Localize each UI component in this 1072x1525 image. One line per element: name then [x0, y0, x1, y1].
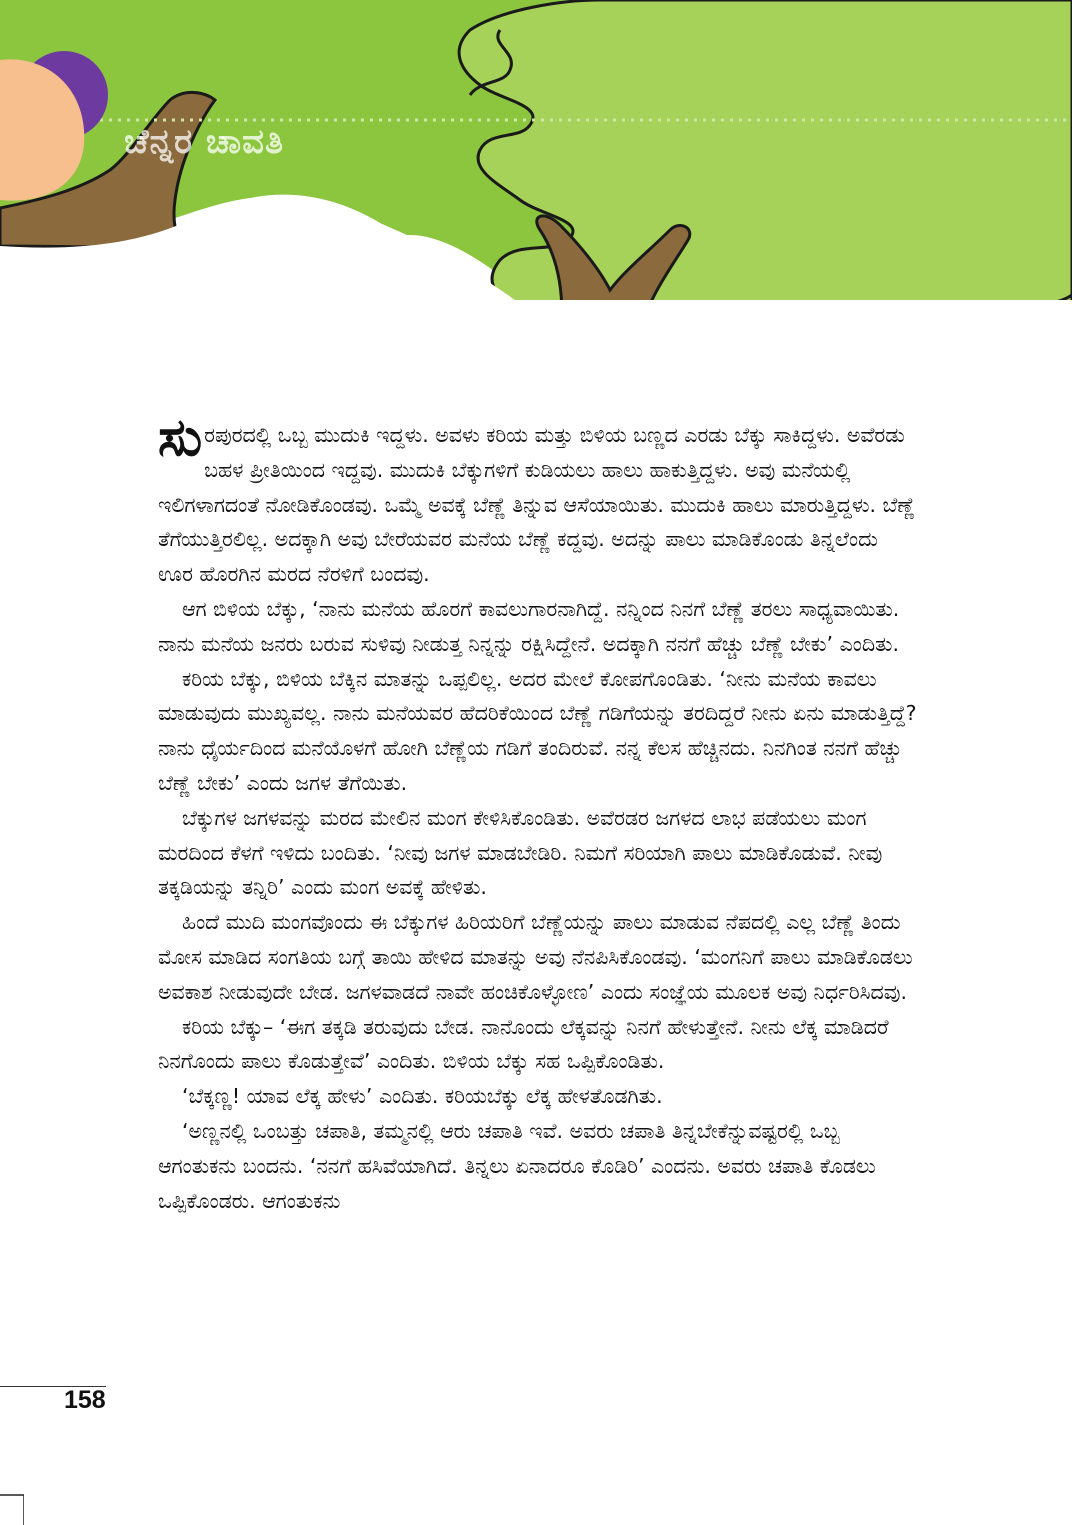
paragraph: ಆಗ ಬಿಳಿಯ ಬೆಕ್ಕು, ‘ನಾನು ಮನೆಯ ಹೊರಗೆ ಕಾವಲುಗಾರನಾಗಿದ್ದೆ. ನನ್ನಿಂದ ನಿನಗೆ ಬೆಣ್ಣೆ ತರಲು ಸಾಧ್ಯವಾಯಿತು. ನಾನು ಮನೆಯ ಜನರು ಬರುವ ಸುಳಿವು ನೀಡುತ್ತ ನಿನ್ನನ್ನು ರಕ್ಷಿಸಿದ್ದೇನೆ. ಅದಕ್ಕಾಗಿ ನನಗೆ ಹೆಚ್ಚು ಬೆಣ್ಣೆ ಬೇಕು’ ಎಂದಿತು. — [158, 596, 900, 656]
page-number: 158 — [64, 1386, 106, 1414]
chapter-title: ಚೆನ್ನರ ಚಾವತಿ — [124, 122, 284, 162]
paragraph-text: ರಪುರದಲ್ಲಿ ಒಬ್ಬ ಮುದುಕಿ ಇದ್ದಳು. ಅವಳು ಕರಿಯ ಮತ್ತು ಬಿಳಿಯ ಬಣ್ಣದ ಎರಡು ಬೆಕ್ಕು ಸಾಕಿದ್ದಳು. ಅವೆರಡು ಬಹಳ ಪ್ರೀತಿಯಿಂದ ಇದ್ದವು. ಮುದುಕಿ ಬೆಕ್ಕುಗಳಿಗೆ ಕುಡಿಯಲು ಹಾಲು ಹಾಕುತ್ತಿದ್ದಳು. ಅವು ಮನೆಯಲ್ಲಿ ಇಲಿಗಳಾಗದಂತೆ ನೋಡಿಕೊಂಡವು. ಒಮ್ಮೆ ಅವಕ್ಕೆ ಬೆಣ್ಣೆ ತಿನ್ನುವ ಆಸೆಯಾಯಿತು. ಮುದುಕಿ ಹಾಲು ಮಾರುತ್ತಿದ್ದಳು. ಬೆಣ್ಣೆ ತೆಗೆಯುತ್ತಿರಲಿಲ್ಲ. ಅದಕ್ಕಾಗಿ ಅವು ಬೇರೆಯವರ ಮನೆಯ ಬೆಣ್ಣೆ ಕದ್ದವು. ಅದನ್ನು ಪಾಲು ಮಾಡಿಕೊಂಡು ತಿನ್ನಲೆಂದು ಊರ ಹೊರಗಿನ ಮರದ ನೆರಳಿಗೆ ಬಂದವು. — [158, 423, 916, 587]
story-text — [158, 408, 918, 1218]
crop-mark — [0, 1494, 24, 1525]
paragraph: ಹಿಂದೆ ಮುದಿ ಮಂಗವೊಂದು ಈ ಬೆಕ್ಕುಗಳ ಹಿರಿಯರಿಗೆ ಬೆಣ್ಣೆಯನ್ನು ಪಾಲು ಮಾಡುವ ನೆಪದಲ್ಲಿ ಎಲ್ಲ ಬೆಣ್ಣೆ ತಿಂದು ಮೋಸ ಮಾಡಿದ ಸಂಗತಿಯ ಬಗ್ಗೆ ತಾಯಿ ಹೇಳಿದ ಮಾತನ್ನು ಅವು ನೆನಪಿಸಿಕೊಂಡವು. ‘ಮಂಗನಿಗೆ ಪಾಲು ಮಾಡಿಕೊಡಲು ಅವಕಾಶ ನೀಡುವುದೇ ಬೇಡ. ಜಗಳವಾಡದೆ ನಾವೇ ಹಂಚಿಕೊಳ್ಳೋಣ’ ಎಂದು ಸಂಜ್ಞೆಯ ಮೂಲಕ ಅವು ನಿರ್ಧರಿಸಿದವು. — [158, 910, 913, 1004]
paragraph: ಬೆಕ್ಕುಗಳ ಜಗಳವನ್ನು ಮರದ ಮೇಲಿನ ಮಂಗ ಕೇಳಿಸಿಕೊಂಡಿತು. ಅವೆರಡರ ಜಗಳದ ಲಾಭ ಪಡೆಯಲು ಮಂಗ ಮರದಿಂದ ಕೆಳಗೆ ಇಳಿದು ಬಂದಿತು. ‘ನೀವು ಜಗಳ ಮಾಡಬೇಡಿರಿ. ನಿಮಗೆ ಸರಿಯಾಗಿ ಪಾಲು ಮಾಡಿಕೊಡುವೆ. ನೀವು ತಕ್ಕಡಿಯನ್ನು ತನ್ನಿರಿ’ ಎಂದು ಮಂಗ ಅವಕ್ಕೆ ಹೇಳಿತು. — [158, 805, 883, 900]
header-illustration — [0, 0, 1072, 400]
paragraph: ‘ಬೆಕ್ಕಣ್ಣ! ಯಾವ ಲೆಕ್ಕ ಹೇಳು’ ಎಂದಿತು. ಕರಿಯಬೆಕ್ಕು ಲೆಕ್ಕ ಹೇಳತೊಡಗಿತು. — [182, 1084, 663, 1109]
paragraph: ಕರಿಯ ಬೆಕ್ಕು, ಬಿಳಿಯ ಬೆಕ್ಕಿನ ಮಾತನ್ನು ಒಪ್ಪಲಿಲ್ಲ. ಅದರ ಮೇಲೆ ಕೋಪಗೊಂಡಿತು. ‘ನೀನು ಮನೆಯ ಕಾವಲು ಮಾಡುವುದು ಮುಖ್ಯವಲ್ಲ. ನಾನು ಮನೆಯವರ ಹೆದರಿಕೆಯಿಂದ ಬೆಣ್ಣೆ ಗಡಿಗೆಯನ್ನು ತರದಿದ್ದರೆ ನೀನು ಏನು ಮಾಡುತ್ತಿದ್ದೆ? ನಾನು ಧೈರ್ಯದಿಂದ ಮನೆಯೊಳಗೆ ಹೋಗಿ ಬೆಣ್ಣೆಯ ಗಡಿಗೆ ತಂದಿರುವೆ. ನನ್ನ ಕೆಲಸ ಹೆಚ್ಚಿನದು. ನಿನಗಿಂತ ನನಗೆ ಹೆಚ್ಚು ಬೆಣ್ಣೆ ಬೇಕು’ ಎಂದು ಜಗಳ ತೆಗೆಯಿತು. — [158, 666, 917, 795]
dropcap: ಸು — [158, 408, 203, 468]
paragraph: ‘ಅಣ್ಣನಲ್ಲಿ ಒಂಬತ್ತು ಚಪಾತಿ, ತಮ್ಮನಲ್ಲಿ ಆರು ಚಪಾತಿ ಇವೆ. ಅವರು ಚಪಾತಿ ತಿನ್ನಬೇಕೆನ್ನುವಷ್ಟರಲ್ಲಿ ಒಬ್ಬ ಆಗಂತುಕನು ಬಂದನು. ‘ನನಗೆ ಹಸಿವೆಯಾಗಿದೆ. ತಿನ್ನಲು ಏನಾದರೂ ಕೊಡಿರಿ’ ಎಂದನು. ಅವರು ಚಪಾತಿ ಕೊಡಲು ಒಪ್ಪಿಕೊಂಡರು. ಆಗಂತುಕನು — [158, 1118, 876, 1213]
paragraph: ಕರಿಯ ಬೆಕ್ಕು– ‘ಈಗ ತಕ್ಕಡಿ ತರುವುದು ಬೇಡ. ನಾನೊಂದು ಲೆಕ್ಕವನ್ನು ನಿನಗೆ ಹೇಳುತ್ತೇನೆ. ನೀನು ಲೆಕ್ಕ ಮಾಡಿದರೆ ನಿನಗೊಂದು ಪಾಲು ಕೊಡುತ್ತೇವೆ’ ಎಂದಿತು. ಬಿಳಿಯ ಬೆಕ್ಕು ಸಹ ಒಪ್ಪಿಕೊಂಡಿತು. — [158, 1014, 889, 1074]
paragraph — [158, 408, 918, 592]
